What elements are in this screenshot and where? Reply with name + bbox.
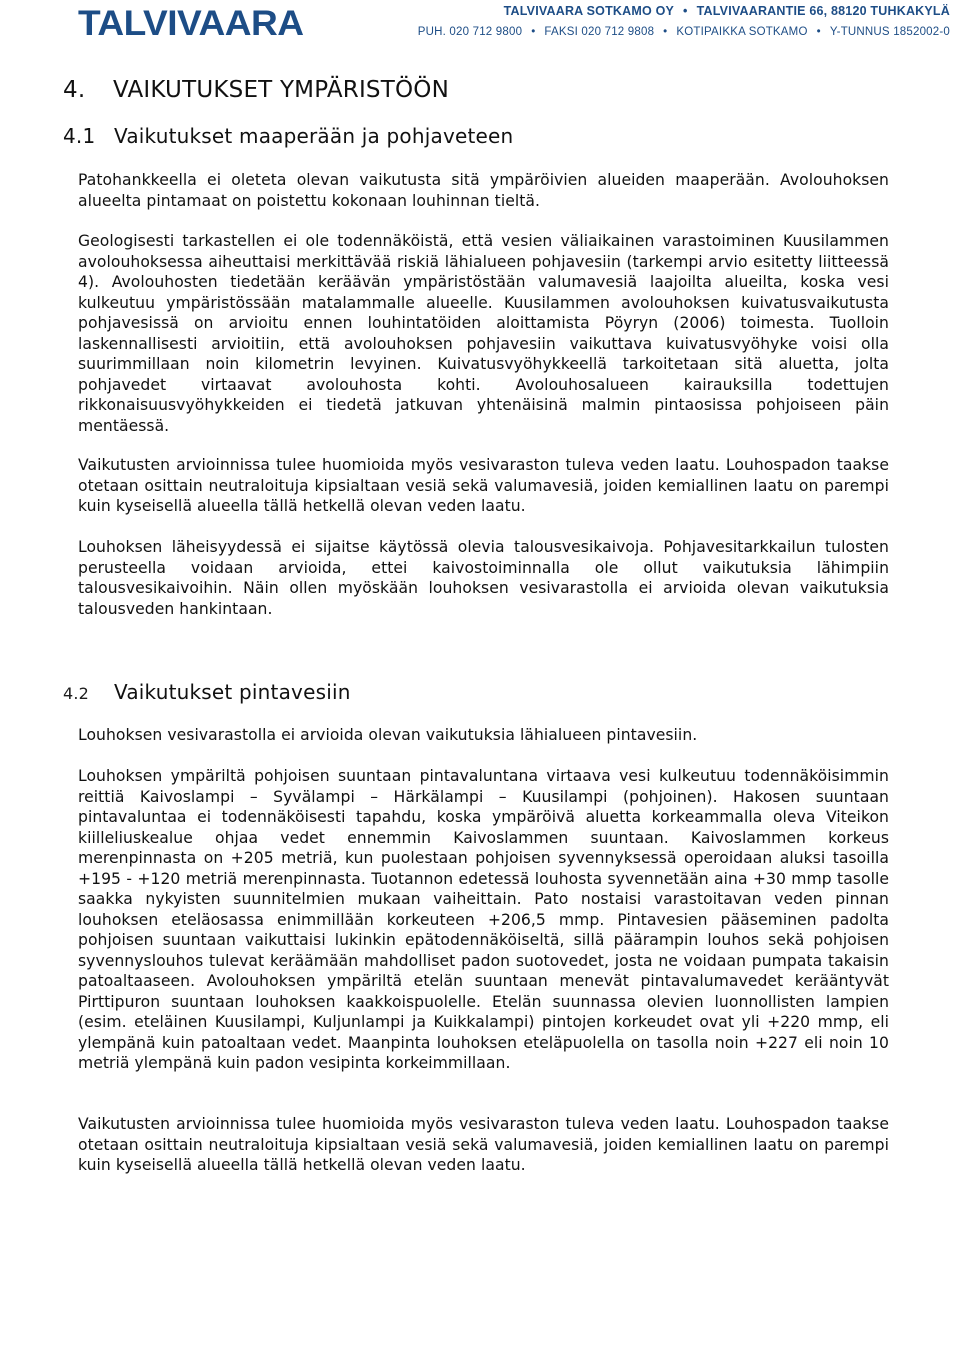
paragraph: Patohankkeella ei oleteta olevan vaikutusta sitä ympäröivien alueiden maaperään. Avolouhoksen alueelta pintamaat on poistettu kokonaan louhinnan tieltä.	[78, 171, 889, 210]
company-business-id: Y-TUNNUS 1852002-0	[829, 26, 950, 38]
company-name: TALVIVAARA SOTKAMO OY	[503, 4, 675, 18]
paragraph: Vaikutusten arvioinnissa tulee huomioida myös vesivaraston tuleva veden laatu. Louhospadon taakse otetaan osittain neutraloituja kipsialtaan vesiä sekä valumavesiä, joiden kemiallinen laatu on parempi kuin kyseisellä alueella tällä hetkellä olevan veden laatu.	[78, 1115, 889, 1174]
paragraph: Louhoksen ympäriltä pohjoisen suuntaan pintavaluntana virtaava vesi kulkeutuu todennäköisimmin reittiä Kaivoslampi – Syvälampi – Härkälampi – Kuusilampi (pohjoinen). Hakosen suuntaan pintavaluntaa ei todennäköisesti tapahdu, koska ympäröivä aluetta korkeammalla oleva Viteikon kiilleliuskealue ohjaa vedet ennemmin Kaivoslammen suuntaan. Kaivoslammen korkeus merenpinnasta on +205 metriä, kun puolestaan pohjoisen syvennyksessä operoidaan aluksi tasoilla +195 - +120 metriä merenpinnasta. Tuotannon edetessä louhosta syvennetään aina +30 mmp tasolle saakka nykyisten suunnitelmien mukaan vaiheittain. Pato nostaisi varastoitavan veden pinnan louhoksen eteläosassa enimmillään korkeuteen +206,5 mmp. Pintavesien pääseminen padolta pohjoisen suuntaan vaikuttaisi lukinkin epätodennäköiseltä, sillä päärampin louhos sekä pohjoisen syvennyslouhos tulevat keräämään mahdolliset padon suotovedet, josta ne voidaan pumpata takaisin patoaltaaseen. Avolouhoksen ympäriltä etelän suuntaan menevät pintavalumavedet kerääntyvät Pirttipuron suuntaan louhoksen kaakkoispuolelle. Etelän suunnassa olevien luonnollisten lampien (esim. eteläinen Kuusilampi, Kuljunlampi ja Kuikkalampi) pintojen korkeudet ovat yli +220 mmp, eli ylempänä kuin patoaltaan vedet. Maanpinta louhoksen eteläpuolella on tasolla noin +227 eli noin 10 metriä ylempänä kuin padon vesipinta korkeimmillaan.	[78, 767, 889, 1072]
section-heading-main	[63, 74, 449, 106]
subsection-number: 4.2	[63, 684, 90, 703]
company-address: TALVIVAARANTIE 66, 88120 TUHKAKYLÄ	[696, 4, 950, 18]
company-logo: TALVIVAARA	[78, 4, 304, 43]
section-number: 4.	[63, 77, 86, 103]
company-fax: FAKSI 020 712 9808	[544, 26, 655, 38]
subsection-number: 4.1	[63, 124, 96, 148]
section-title: VAIKUTUKSET YMPÄRISTÖÖN	[113, 77, 449, 103]
separator-dot: •	[683, 4, 688, 18]
subsection-title: Vaikutukset maaperään ja pohjaveteen	[114, 124, 514, 148]
subsection-heading-4-1	[63, 122, 513, 150]
company-domicile: KOTIPAIKKA SOTKAMO	[676, 26, 808, 38]
paragraph: Louhoksen läheisyydessä ei sijaitse käytössä olevia talousvesikaivoja. Pohjavesitarkkailun tulosten perusteella voidaan arvioida, ettei kaivostoiminnalla ole ollut vaikutuksia lähimpiin talousvesikaivoihin. Näin ollen myöskään louhoksen vesivarastolla ei arvioida olevan vaikutuksia talousveden hankintaan.	[78, 538, 889, 618]
separator-dot: •	[531, 26, 536, 38]
subsection-heading-4-2	[63, 678, 351, 708]
paragraph: Louhoksen vesivarastolla ei arvioida olevan vaikutuksia lähialueen pintavesiin.	[78, 726, 698, 744]
company-info	[418, 3, 950, 39]
paragraph: Vaikutusten arvioinnissa tulee huomioida myös vesivaraston tuleva veden laatu. Louhospadon taakse otetaan osittain neutraloituja kipsialtaan vesiä sekä valumavesiä, joiden kemiallinen laatu on parempi kuin kyseisellä alueella tällä hetkellä olevan veden laatu.	[78, 456, 889, 515]
subsection-title: Vaikutukset pintavesiin	[114, 680, 351, 704]
separator-dot: •	[816, 26, 821, 38]
separator-dot: •	[663, 26, 668, 38]
company-name-address	[418, 3, 950, 19]
paragraph: Geologisesti tarkastellen ei ole todennäköistä, että vesien väliaikainen varastoiminen Kuusilammen avolouhoksessa aiheuttaisi merkittävää riskiä lähialueen pohjavesiin (tarkempi arvio esitetty liitteessä 4). Avolouhosten tiedetään keräävän ympäristöstään valumavesiä laajoilta alueilta, koska vesi kulkeutuu ympäristössään matalammalle alueelle. Kuusilammen avolouhoksen kuivatusvaikutusta pohjavesissä on arvioitu ennen louhintatöiden aloittamista Pöyryn (2006) toimesta. Tuolloin laskennallisesti arvioitiin, että avolouhoksen pohjavesiin vaikuttava kuivatusvyöhyke voisi olla suurimmillaan noin kilometrin levyinen. Kuivatusvyöhykkeellä tarkoitetaan sitä aluetta, jolta pohjavedet virtaavat avolouhosta kohti. Avolouhosalueen kairauksilla todettujen rikkonaisuusvyöhykkeiden ei tiedetä jatkuvan yhtenäisinä malmin pintaosissa pohjoiseen päin mentäessä.	[78, 232, 889, 435]
company-contact-line	[418, 25, 950, 39]
company-phone: PUH. 020 712 9800	[417, 26, 523, 38]
